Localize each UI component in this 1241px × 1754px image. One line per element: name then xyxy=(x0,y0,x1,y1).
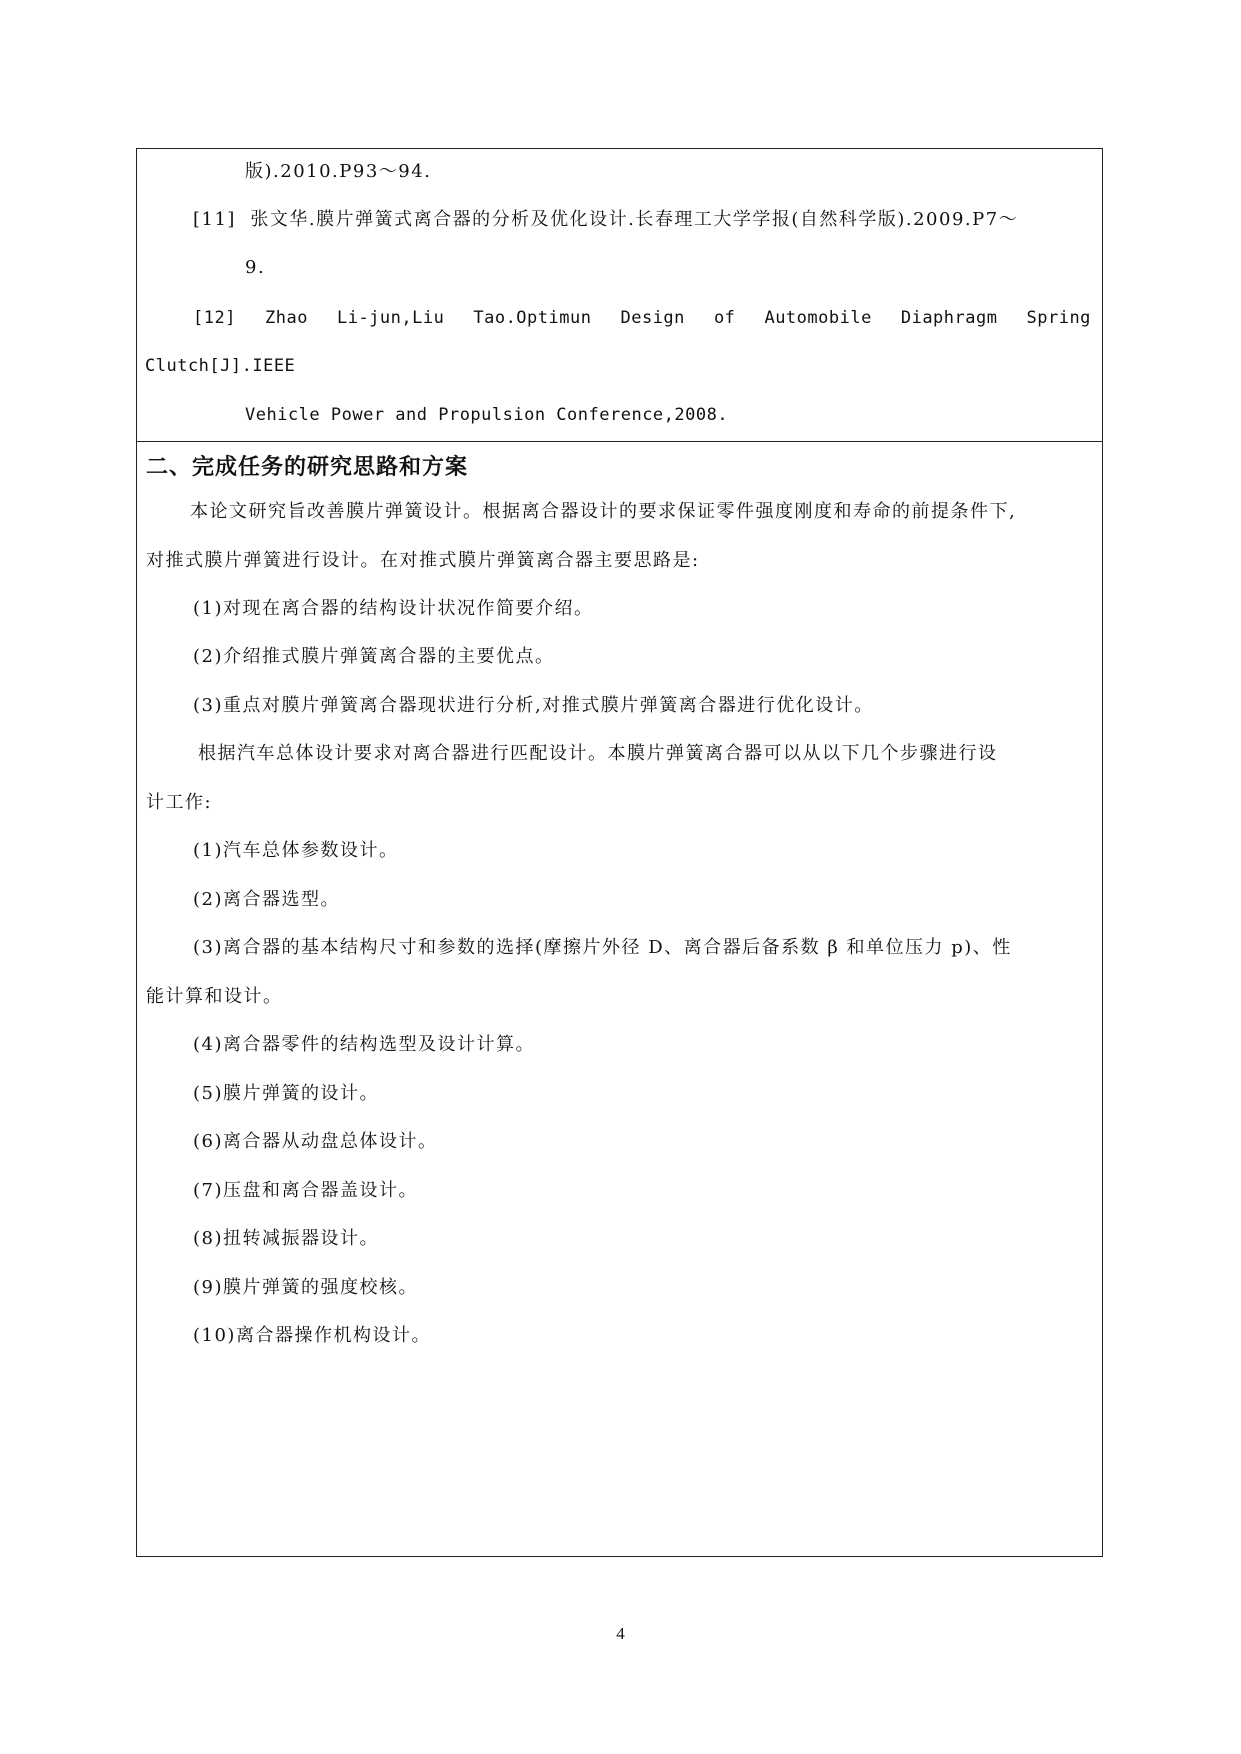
idea-item-2: (2)介绍推式膜片弹簧离合器的主要优点。 xyxy=(193,646,555,667)
step-item-1: (1)汽车总体参数设计。 xyxy=(193,840,399,861)
reference-12-word: Automobile xyxy=(764,308,872,328)
reference-12-word: Tao.Optimun xyxy=(473,308,592,328)
reference-12-word: Li-jun,Liu xyxy=(336,308,445,328)
steps-paragraph-line1: 根据汽车总体设计要求对离合器进行匹配设计。本膜片弹簧离合器可以从以下几个步骤进行设 xyxy=(198,743,998,764)
step-item-6: (6)离合器从动盘总体设计。 xyxy=(193,1131,438,1152)
reference-11-line1: [11] 张文华.膜片弹簧式离合器的分析及优化设计.长春理工大学学报(自然科学版).2009.P7～ xyxy=(193,209,1019,230)
step-item-7: (7)压盘和离合器盖设计。 xyxy=(193,1180,418,1201)
step-item-8: (8)扭转减振器设计。 xyxy=(193,1228,379,1249)
reference-12-word: Design xyxy=(620,308,685,328)
section-heading: 二、完成任务的研究思路和方案 xyxy=(146,455,469,480)
step-item-4: (4)离合器零件的结构选型及设计计算。 xyxy=(193,1034,535,1055)
step-item-3-line2: 能计算和设计。 xyxy=(146,986,283,1007)
page-number: 4 xyxy=(616,1624,625,1643)
reference-12-line2: Clutch[J].IEEE xyxy=(145,356,296,376)
intro-paragraph-line2: 对推式膜片弹簧进行设计。在对推式膜片弹簧离合器主要思路是: xyxy=(146,550,700,571)
step-item-10: (10)离合器操作机构设计。 xyxy=(193,1325,431,1346)
step-item-9: (9)膜片弹簧的强度校核。 xyxy=(193,1277,418,1298)
reference-12-word: Spring xyxy=(1026,308,1091,328)
reference-11-line2: 9. xyxy=(245,257,266,278)
reference-12-word: [12] xyxy=(193,308,236,328)
step-item-3-line1: (3)离合器的基本结构尺寸和参数的选择(摩擦片外径 D、离合器后备系数 β 和单位压力 p)、性 xyxy=(193,937,1012,958)
step-item-2: (2)离合器选型。 xyxy=(193,889,340,910)
step-item-5: (5)膜片弹簧的设计。 xyxy=(193,1083,379,1104)
reference-12-word: Zhao xyxy=(264,308,308,328)
reference-10-continuation: 版).2010.P93～94. xyxy=(245,161,432,182)
reference-12-line1 xyxy=(193,306,1091,330)
idea-item-1: (1)对现在离合器的结构设计状况作简要介绍。 xyxy=(193,598,594,619)
reference-12-line3: Vehicle Power and Propulsion Conference,2008. xyxy=(245,405,729,425)
references-box xyxy=(136,148,1103,442)
reference-12-word: Diaphragm xyxy=(900,308,998,328)
intro-paragraph-line1: 本论文研究旨改善膜片弹簧设计。根据离合器设计的要求保证零件强度刚度和寿命的前提条件下, xyxy=(190,501,1017,522)
idea-item-3: (3)重点对膜片弹簧离合器现状进行分析,对推式膜片弹簧离合器进行优化设计。 xyxy=(193,695,874,716)
reference-12-word: of xyxy=(713,308,736,328)
steps-paragraph-line2: 计工作: xyxy=(146,792,213,813)
